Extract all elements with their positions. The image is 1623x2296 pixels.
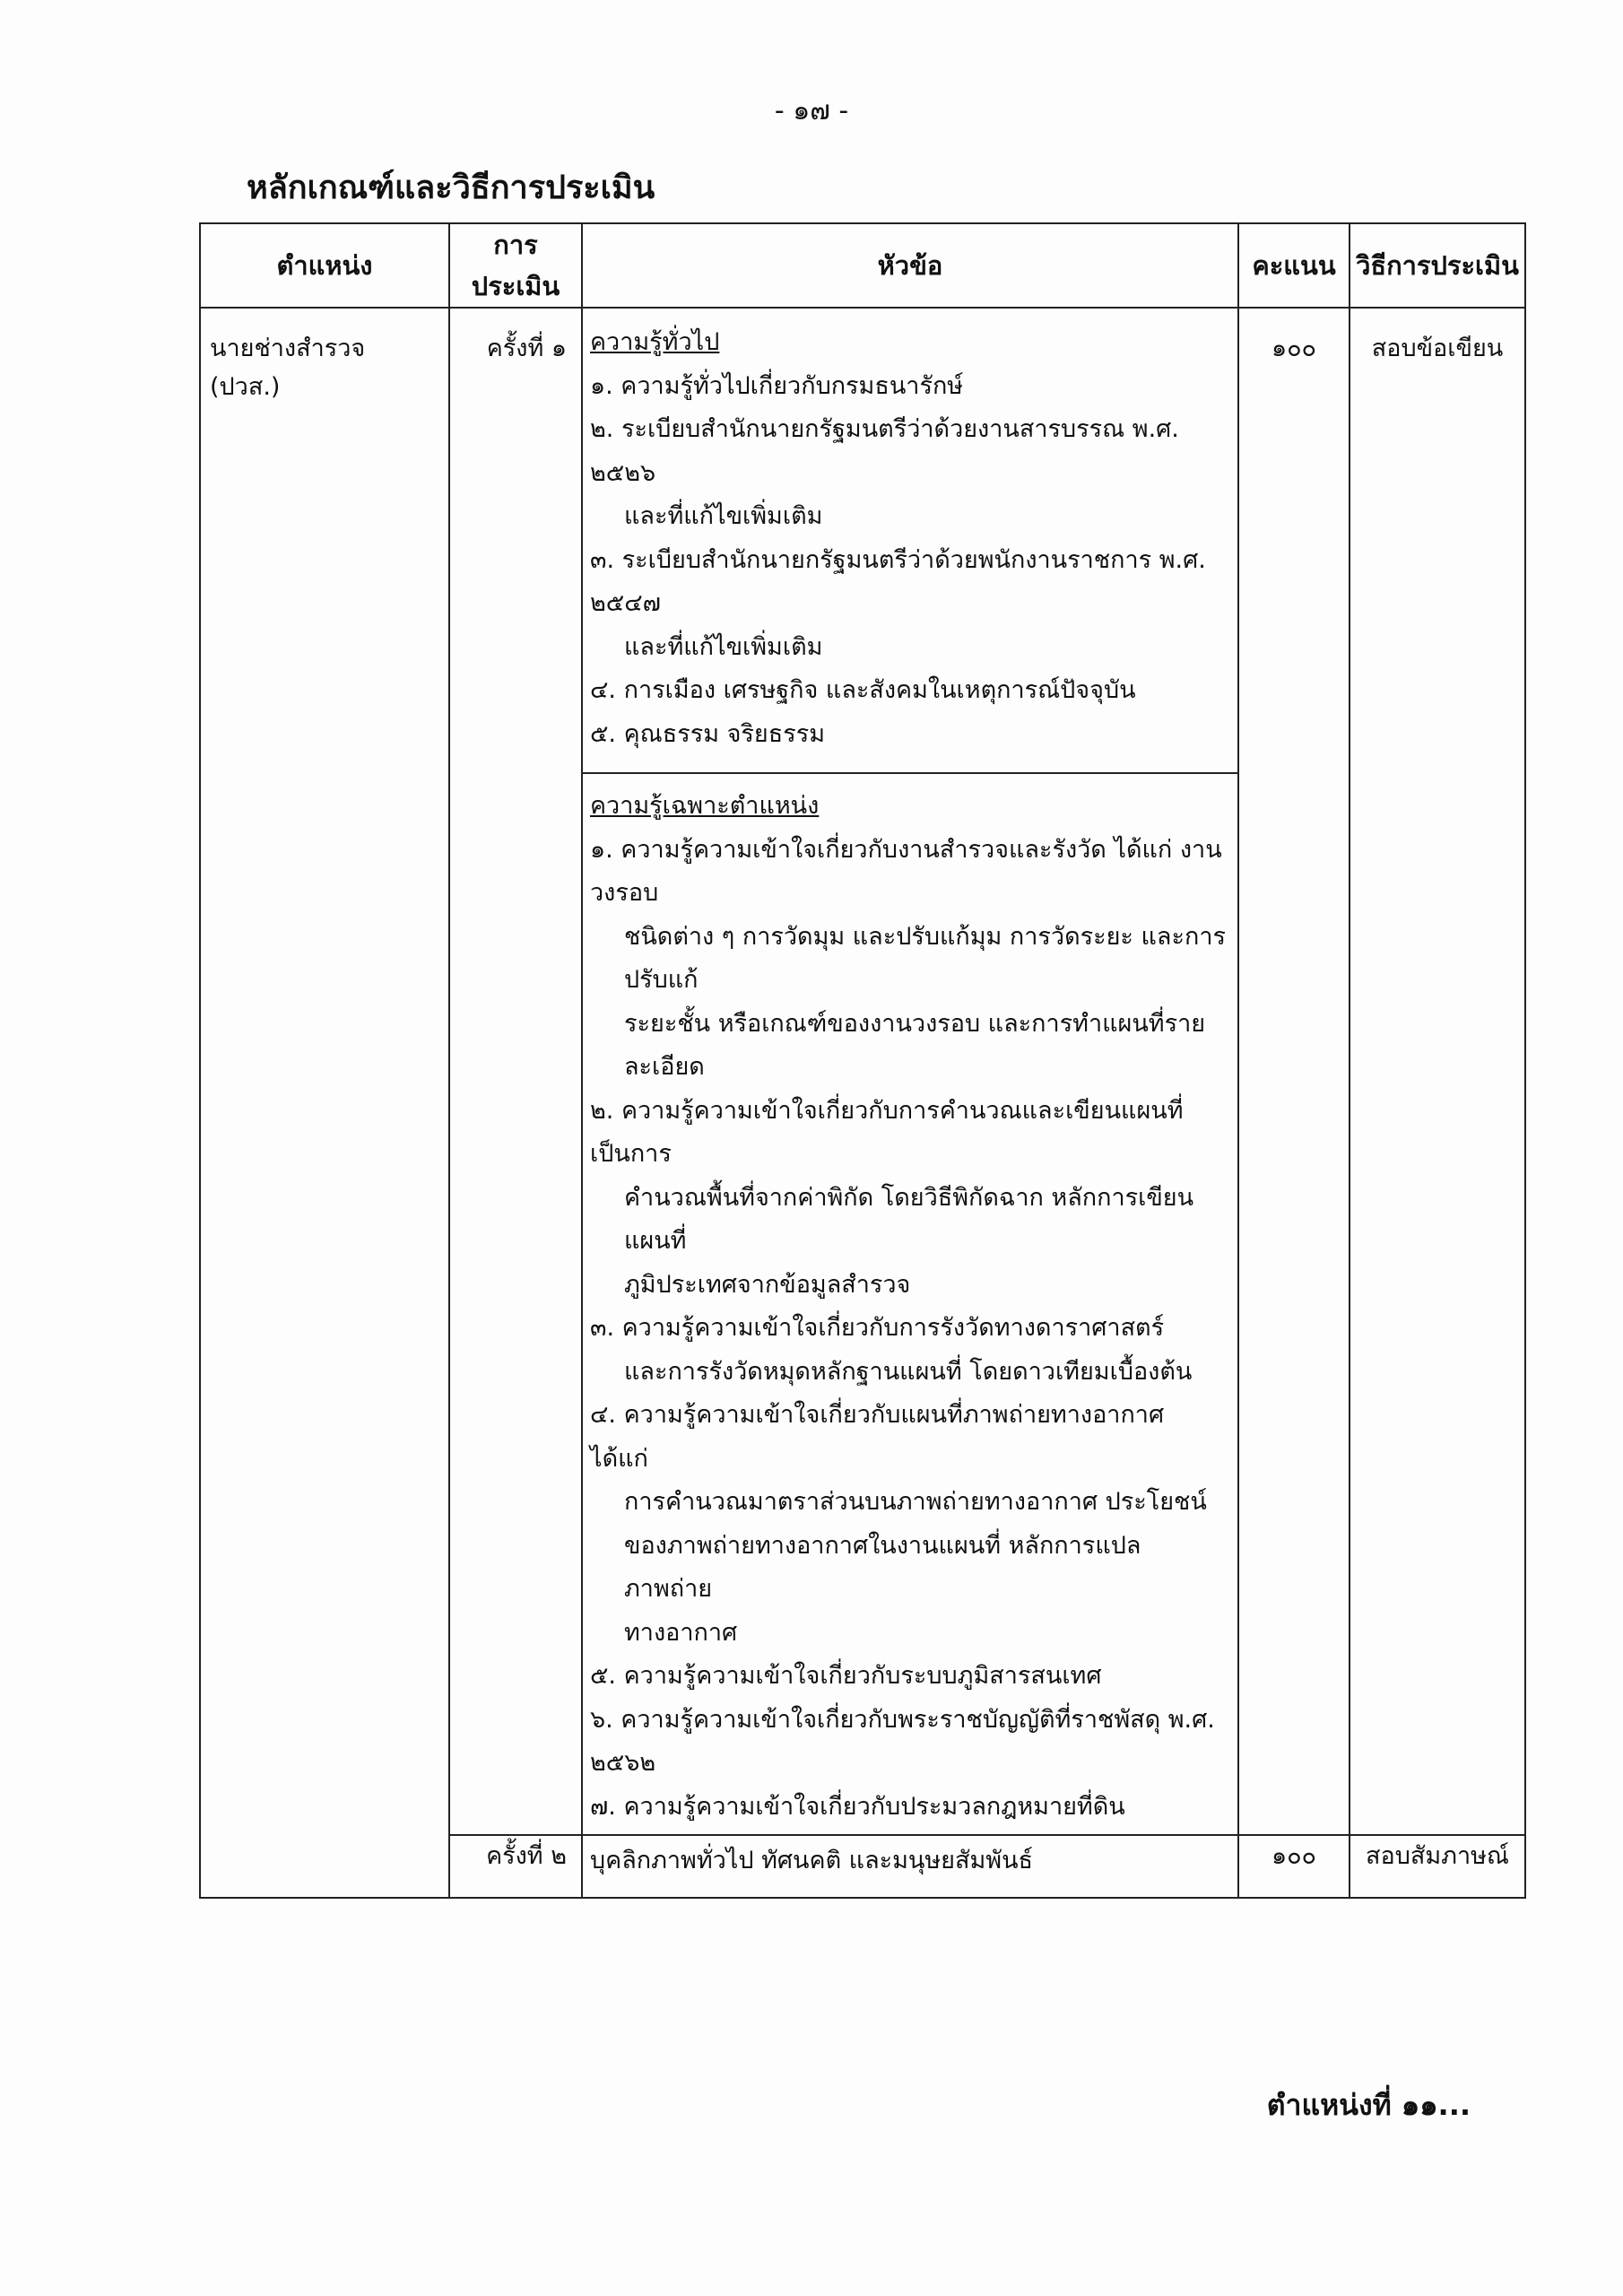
list-item: ๑. ความรู้ความเข้าใจเกี่ยวกับงานสำรวจและรังวัด ได้แก่ งานวงรอบ — [590, 835, 1222, 907]
list-item-continuation: ทางอากาศ — [624, 1618, 738, 1647]
list-item: ๕. คุณธรรม จริยธรรม — [590, 719, 825, 748]
list-item-continuation: ระยะชั้น หรือเกณฑ์ของงานวงรอบ และการทำแผนที่รายละเอียด — [624, 1009, 1206, 1081]
list-item: ๓. ความรู้ความเข้าใจเกี่ยวกับการรังวัดทางดาราศาสตร์ — [590, 1314, 1165, 1342]
table-header-row — [200, 223, 1525, 308]
header-score: คะแนน — [1238, 223, 1350, 308]
header-position: ตำแหน่ง — [200, 223, 449, 308]
general-knowledge-heading: ความรู้ทั่วไป — [590, 328, 720, 356]
header-assessment: การประเมิน — [449, 223, 582, 308]
document-title: หลักเกณฑ์และวิธีการประเมิน — [247, 170, 655, 206]
list-item: ๖. ความรู้ความเข้าใจเกี่ยวกับพระราชบัญญัติที่ราชพัสดุ พ.ศ. ๒๕๖๒ — [590, 1705, 1215, 1777]
list-item: ๒. ความรู้ความเข้าใจเกี่ยวกับการคำนวณและเขียนแผนที่ เป็นการ — [590, 1096, 1184, 1168]
list-item-continuation: ชนิดต่าง ๆ การวัดมุม และปรับแก้มุม การวัดระยะ และการปรับแก้ — [624, 922, 1226, 994]
list-item: ๗. ความรู้ความเข้าใจเกี่ยวกับประมวลกฎหมายที่ดิน — [590, 1792, 1125, 1821]
list-item-continuation: การคำนวณมาตราส่วนบนภาพถ่ายทางอากาศ ประโยชน์ — [624, 1488, 1207, 1516]
list-item: ๑. ความรู้ทั่วไปเกี่ยวกับกรมธนารักษ์ — [590, 371, 964, 400]
list-item: ๓. ระเบียบสำนักนายกรัฐมนตรีว่าด้วยพนักงานราชการ พ.ศ. ๒๕๔๗ — [590, 545, 1206, 617]
round1-score: ๑๐๐ — [1238, 308, 1350, 1835]
round2-topic: บุคลิกภาพทั่วไป ทัศนคติ และมนุษยสัมพันธ์ — [582, 1835, 1238, 1898]
list-item-continuation: และที่แก้ไขเพิ่มเติม — [624, 632, 823, 661]
round2-label: ครั้งที่ ๒ — [449, 1835, 582, 1898]
specific-knowledge-heading: ความรู้เฉพาะตำแหน่ง — [590, 792, 820, 820]
list-item-continuation: คำนวณพื้นที่จากค่าพิกัด โดยวิธีพิกัดฉาก หลักการเขียนแผนที่ — [624, 1183, 1194, 1255]
list-item-continuation: ภูมิประเทศจากข้อมูลสำรวจ — [624, 1270, 911, 1299]
round2-method: สอบสัมภาษณ์ — [1350, 1835, 1525, 1898]
list-item: ๕. ความรู้ความเข้าใจเกี่ยวกับระบบภูมิสารสนเทศ — [590, 1662, 1102, 1690]
list-item-continuation: และที่แก้ไขเพิ่มเติม — [624, 502, 823, 530]
list-item-continuation: ของภาพถ่ายทางอากาศในงานแผนที่ หลักการแปลภาพถ่าย — [624, 1531, 1141, 1603]
page-number: - ๑๗ - — [774, 95, 849, 126]
round2-score: ๑๐๐ — [1238, 1835, 1350, 1898]
list-item-continuation: และการรังวัดหมุดหลักฐานแผนที่ โดยดาวเทียมเบื้องต้น — [624, 1357, 1193, 1386]
list-item: ๔. ความรู้ความเข้าใจเกี่ยวกับแผนที่ภาพถ่ายทางอากาศ ได้แก่ — [590, 1401, 1165, 1473]
header-method: วิธีการประเมิน — [1350, 223, 1525, 308]
round1-method: สอบข้อเขียน — [1350, 308, 1525, 1835]
assessment-criteria-table — [199, 222, 1526, 1899]
general-knowledge-cell — [582, 308, 1238, 773]
next-page-marker: ตำแหน่งที่ ๑๑... — [1266, 2088, 1471, 2122]
position-cell: นายช่างสำรวจ (ปวส.) — [200, 308, 449, 1898]
round1-label: ครั้งที่ ๑ — [449, 308, 582, 1835]
specific-knowledge-cell — [582, 773, 1238, 1835]
header-topic: หัวข้อ — [582, 223, 1238, 308]
list-item: ๒. ระเบียบสำนักนายกรัฐมนตรีว่าด้วยงานสารบรรณ พ.ศ. ๒๕๒๖ — [590, 415, 1179, 487]
table-row-round1-general — [200, 308, 1525, 773]
list-item: ๔. การเมือง เศรษฐกิจ และสังคมในเหตุการณ์ปัจจุบัน — [590, 676, 1136, 704]
